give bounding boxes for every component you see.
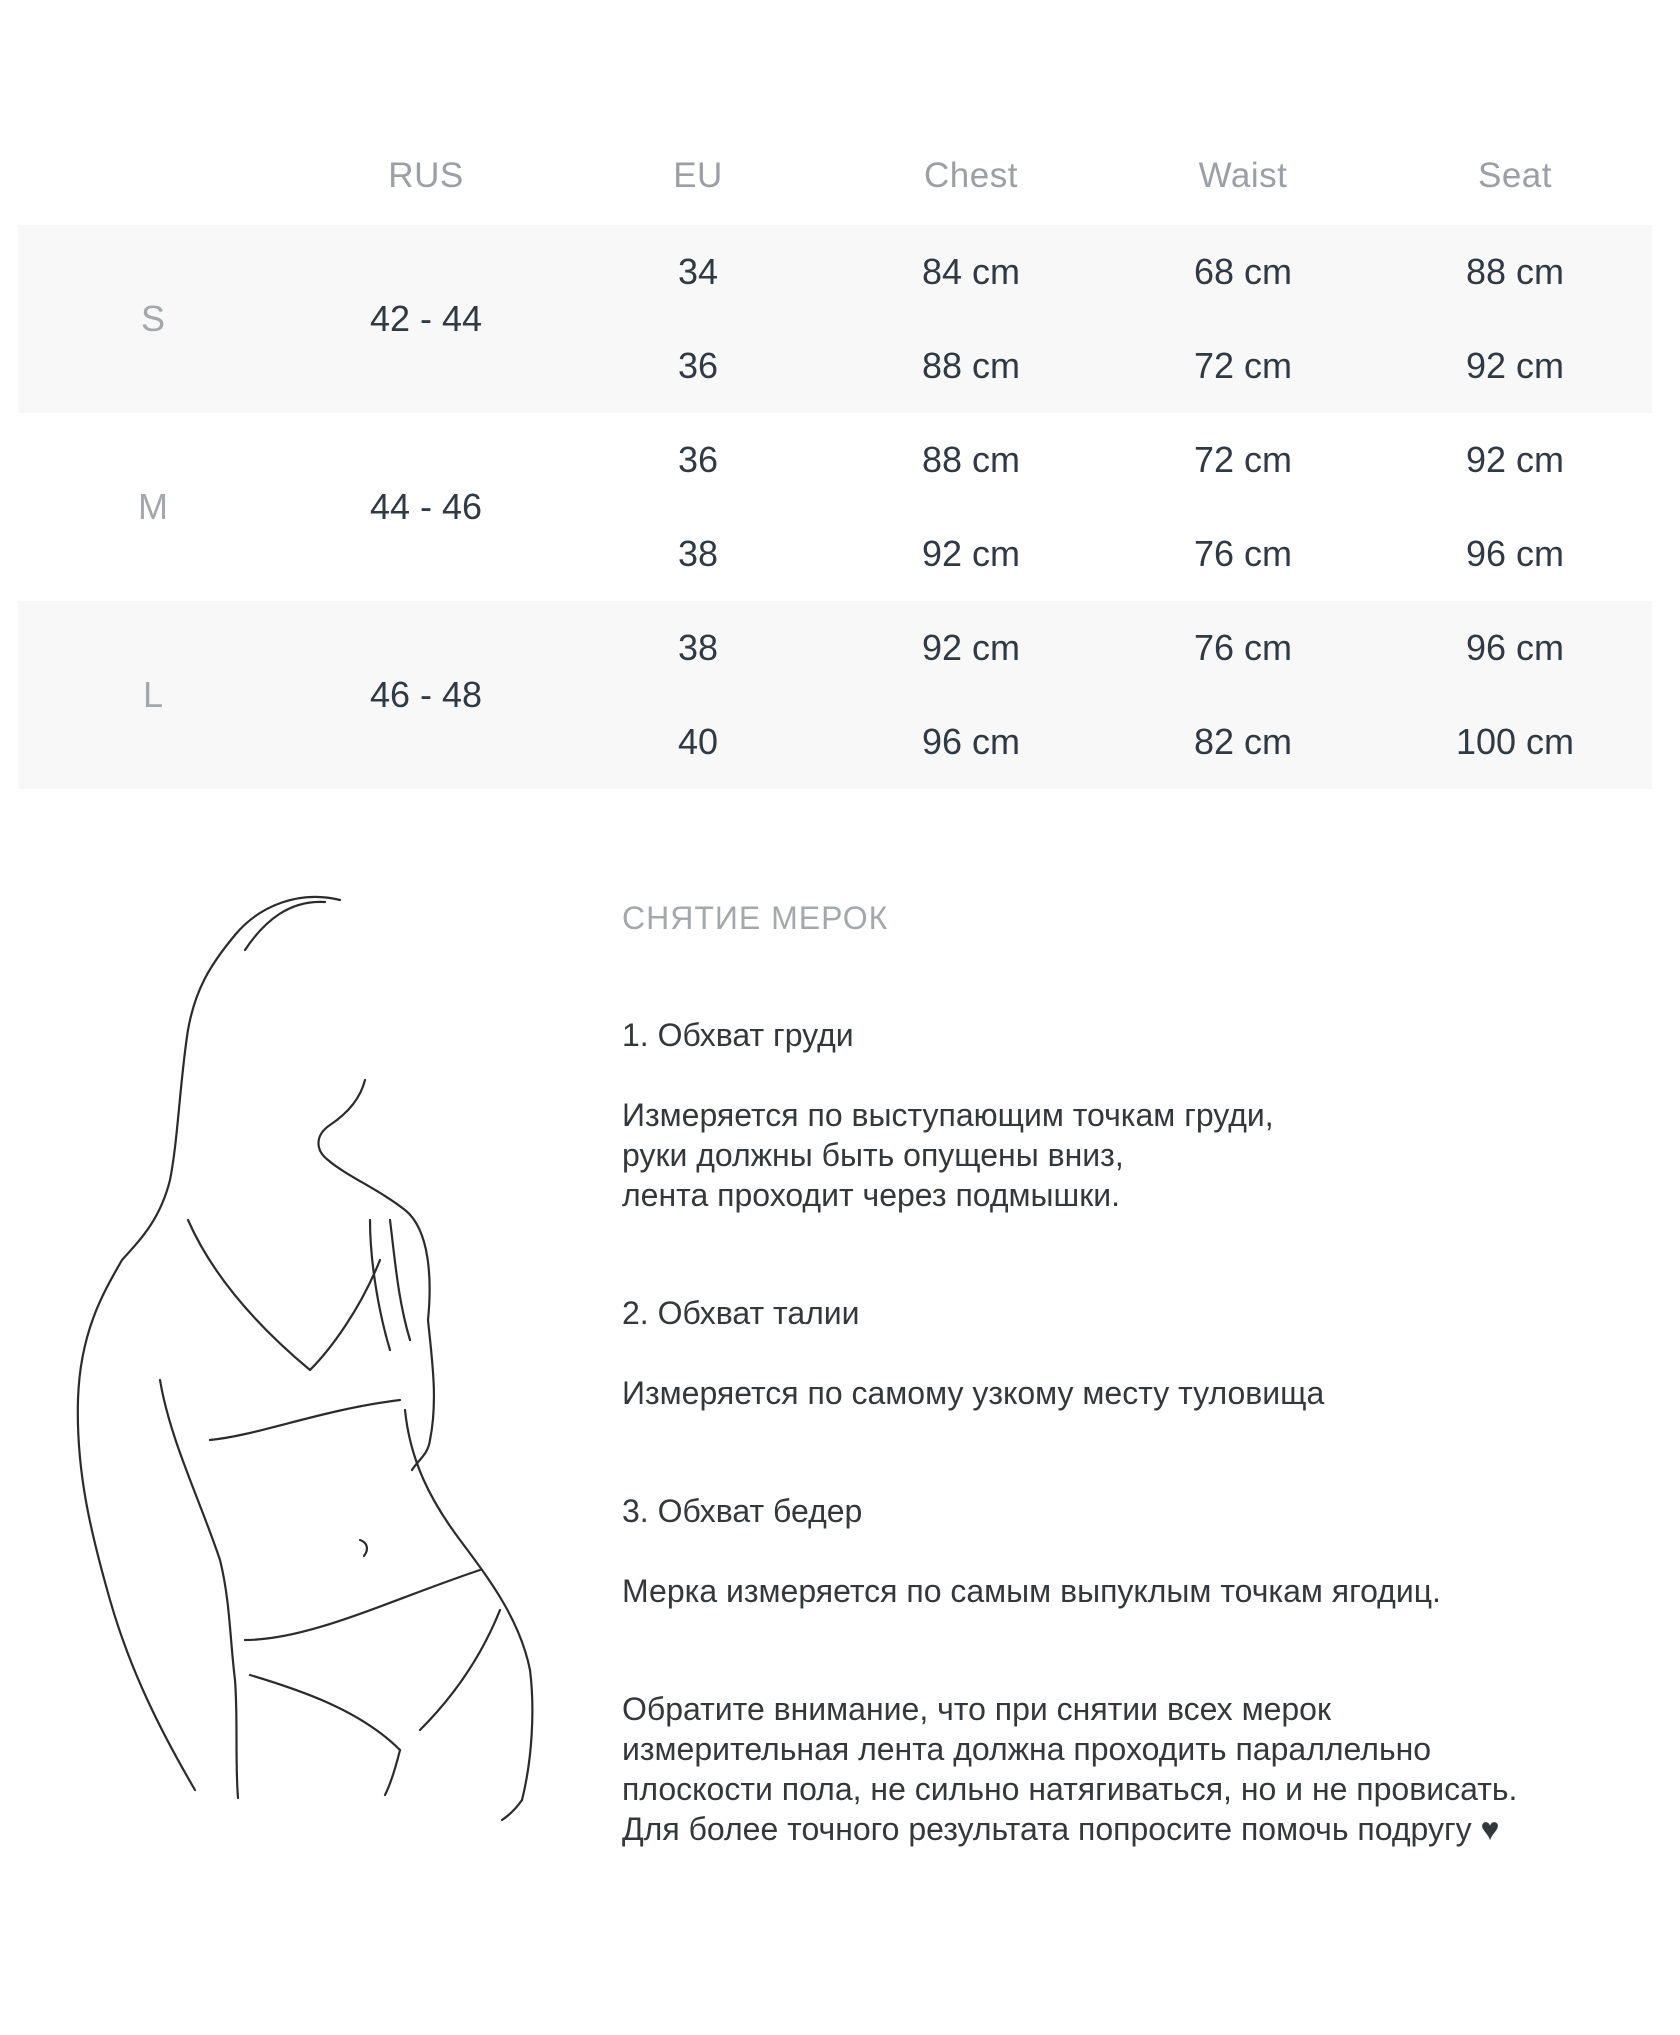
size-label: M	[138, 486, 168, 527]
seat-value: 92 cm	[1465, 439, 1565, 480]
text-line: Обратите внимание, что при снятии всех мерок	[622, 1691, 1331, 1727]
header-rus: RUS	[388, 156, 464, 195]
eu-size: 36	[677, 345, 719, 386]
section-heading-chest: 1. Обхват груди	[622, 1017, 854, 1053]
measurement-note	[622, 1689, 1662, 1849]
waist-value: 72 cm	[1193, 345, 1293, 386]
rus-size: 46 - 48	[369, 674, 483, 715]
measurement-instructions	[622, 900, 1662, 1849]
section-text-chest	[622, 1095, 1662, 1215]
waist-value: 72 cm	[1193, 439, 1293, 480]
text-line: измерительная лента должна проходить параллельно	[622, 1731, 1432, 1767]
section-heading-waist: 2. Обхват талии	[622, 1295, 860, 1331]
section-text-hips	[622, 1571, 1662, 1611]
waist-value: 68 cm	[1193, 251, 1293, 292]
rus-size: 42 - 44	[369, 298, 483, 339]
eu-size: 40	[677, 721, 719, 762]
seat-value: 88 cm	[1465, 251, 1565, 292]
text-line: Мерка измеряется по самым выпуклым точкам ягодиц.	[622, 1573, 1441, 1609]
seat-value: 92 cm	[1465, 345, 1565, 386]
text-line: руки должны быть опущены вниз,	[622, 1137, 1124, 1173]
size-chart-table	[18, 130, 1652, 789]
instructions-title: СНЯТИЕ МЕРОК	[622, 900, 889, 936]
header-waist: Waist	[1198, 156, 1288, 195]
eu-size: 38	[677, 627, 719, 668]
size-group-l	[18, 601, 1652, 789]
seat-value: 96 cm	[1465, 627, 1565, 668]
text-line: лента проходит через подмышки.	[622, 1177, 1120, 1213]
eu-size: 36	[677, 439, 719, 480]
chest-value: 96 cm	[921, 721, 1021, 762]
size-label: S	[140, 298, 166, 339]
eu-size: 38	[677, 533, 719, 574]
rus-size: 44 - 46	[369, 486, 483, 527]
seat-value: 100 cm	[1455, 721, 1575, 762]
waist-value: 76 cm	[1193, 627, 1293, 668]
seat-value: 96 cm	[1465, 533, 1565, 574]
text-line: плоскости пола, не сильно натягиваться, но и не провисать.	[622, 1771, 1518, 1807]
header-eu: EU	[673, 156, 723, 195]
eu-size: 34	[677, 251, 719, 292]
section-text-waist	[622, 1373, 1662, 1413]
chest-value: 84 cm	[921, 251, 1021, 292]
female-body-outline-icon	[60, 880, 580, 1840]
waist-value: 82 cm	[1193, 721, 1293, 762]
size-group-m	[18, 413, 1652, 601]
text-line: Для более точного результата попросите помочь подругу ♥	[622, 1811, 1500, 1847]
text-line: Измеряется по выступающим точкам груди,	[622, 1097, 1274, 1133]
chest-value: 92 cm	[921, 533, 1021, 574]
size-label: L	[142, 674, 164, 715]
chest-value: 88 cm	[921, 439, 1021, 480]
section-heading-hips: 3. Обхват бедер	[622, 1493, 863, 1529]
size-group-s	[18, 225, 1652, 413]
table-header-row	[18, 130, 1652, 225]
header-seat: Seat	[1478, 156, 1552, 195]
chest-value: 88 cm	[921, 345, 1021, 386]
text-line: Измеряется по самому узкому месту туловища	[622, 1375, 1325, 1411]
header-chest: Chest	[924, 156, 1018, 195]
waist-value: 76 cm	[1193, 533, 1293, 574]
chest-value: 92 cm	[921, 627, 1021, 668]
